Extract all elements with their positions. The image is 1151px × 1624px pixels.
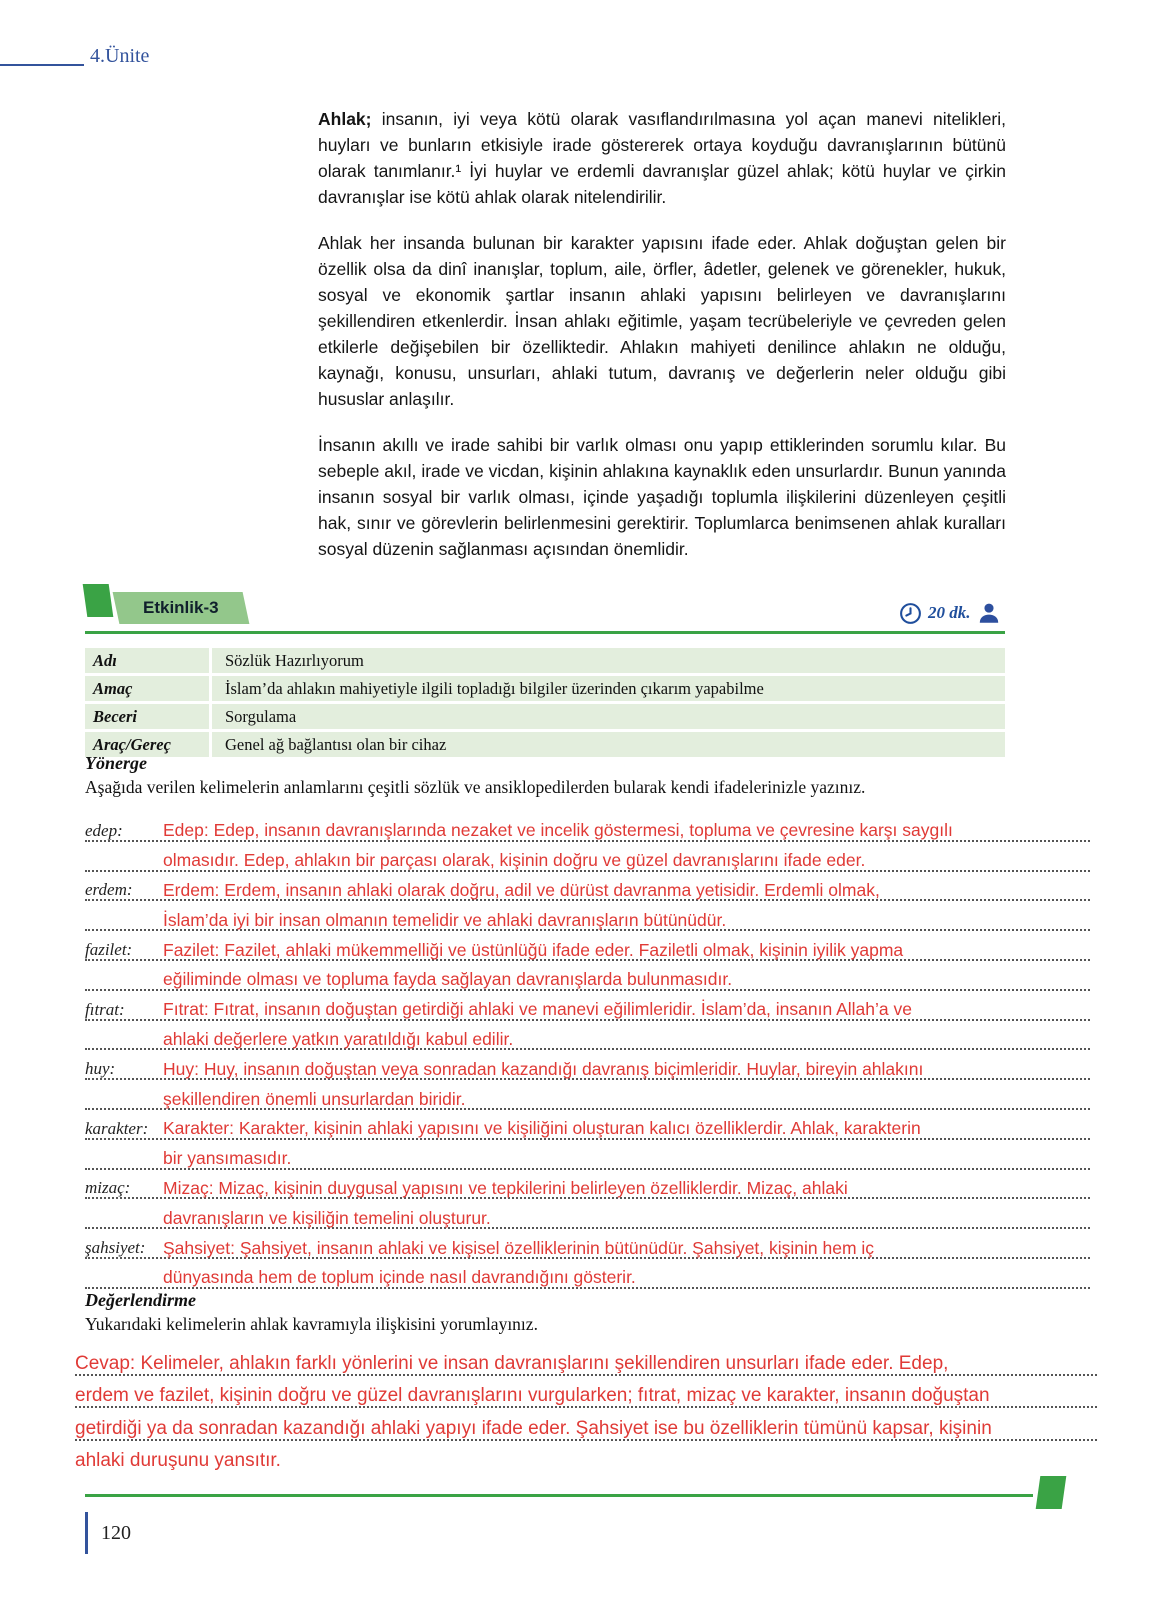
handwritten-answer: İslam’da iyi bir insan olmanın temelidir ve ahlaki davranışların bütünüdür.	[163, 909, 727, 930]
body-text	[318, 106, 1006, 582]
handwritten-answer: Erdem: Erdem, insanın ahlaki olarak doğru, adil ve dürüst davranma yetisidir. Erdemli olmak,	[163, 880, 880, 901]
handwritten-answer: dünyasında hem de toplum içinde nasıl davrandığını gösterir.	[163, 1267, 636, 1288]
table-row-value: İslam’da ahlakın mahiyetiyle ilgili topladığı bilgiler üzerinden çıkarım yapabilme	[209, 676, 1005, 701]
definition-erdem-line2	[85, 901, 1090, 931]
definition-mizac-line2	[85, 1199, 1090, 1229]
table-row-value: Sözlük Hazırlıyorum	[209, 648, 1005, 673]
definition-term: fazilet:	[85, 939, 133, 959]
handwritten-answer: ahlaki değerlere yatkın yaratıldığı kabul edilir.	[163, 1029, 514, 1049]
paragraph-3: İnsanın akıllı ve irade sahibi bir varlık olması onu yapıp ettiklerinden sorumlu kılar. Bu sebeple akıl, irade ve vicdan, kişinin ahlakına kaynaklık eden unsurlardır. Bunun yanında insanın sosyal bir varlık olması, içinde yaşadığı toplumla ilişkilerini düzenleyen çeşitli hak, sınır ve görevlerin belirlenmesini gerektirir. Toplumlarca benimsenen ahlak kuralları sosyal düzenin sağlanması açısından önemlidir.	[318, 435, 1006, 559]
yonerge-title: Yönerge	[85, 753, 147, 773]
footer-green-shape	[1036, 1476, 1067, 1509]
handwritten-answer: Fıtrat: Fıtrat, insanın doğuştan getirdiği ahlaki ve manevi eğilimleridir. İslam’da, insanın Allah’a ve	[163, 999, 912, 1020]
definition-term: şahsiyet:	[85, 1237, 146, 1257]
activity-banner-square	[83, 584, 114, 617]
definition-mizac-line1	[85, 1170, 1090, 1200]
handwritten-answer: şekillendiren önemli unsurlardan biridir.	[163, 1088, 466, 1109]
table-row-label: Araç/Gereç	[85, 732, 209, 757]
page-number: 120	[101, 1522, 131, 1544]
activity-banner-rule	[85, 631, 1005, 634]
activity-table	[85, 645, 1005, 760]
handwritten-answer-line: erdem ve fazilet, kişinin doğru ve güzel davranışlarını vurgularken; fıtrat, mizaç ve karakter, insanın doğuştan	[75, 1376, 1097, 1409]
handwritten-answer: Edep: Edep, insanın davranışlarında nezaket ve incelik göstermesi, topluma ve çevresine karşı saygılı	[163, 820, 953, 841]
handwritten-answer-line: getirdiği ya da sonradan kazandığı ahlaki yapıyı ifade eder. Şahsiyet ise bu özelliklerin tümünü kapsar, kişinin	[75, 1408, 1097, 1441]
definition-karakter-line2	[85, 1140, 1090, 1170]
table-row	[85, 704, 1005, 729]
unit-label: 4.Ünite	[90, 45, 150, 67]
evaluation-answer	[75, 1343, 1097, 1471]
person-icon	[976, 600, 1002, 626]
clock-icon	[898, 601, 923, 626]
paragraph-1-lead: Ahlak;	[318, 109, 372, 129]
paragraph-1-text: insanın, iyi veya kötü olarak vasıflandırılmasına yol açan manevi nitelikleri, huyları ve bunların etkisiyle irade göstererek ortaya koyduğu davranışlarının bütünü olarak tanımlanır.¹ İyi huylar ve erdemli davranışlar güzel ahlak; kötü huylar ve çirkin davranışlar ise kötü ahlak olarak nitelendirilir.	[318, 109, 1006, 207]
degerlendirme-text: Yukarıdaki kelimelerin ahlak kavramıyla ilişkisini yorumlayınız.	[85, 1314, 538, 1334]
definition-karakter-line1	[85, 1110, 1090, 1140]
definition-term: erdem:	[85, 880, 133, 900]
handwritten-answer: olmasıdır. Edep, ahlakın bir parçası olarak, kişinin doğru ve güzel davranışlarını ifade eder.	[163, 850, 866, 871]
definition-term: karakter:	[85, 1118, 149, 1138]
activity-banner	[113, 592, 250, 624]
table-row-value: Genel ağ bağlantısı olan bir cihaz	[209, 732, 1005, 757]
definition-fazilet-line2	[85, 961, 1090, 991]
handwritten-answer: Mizaç: Mizaç, kişinin duygusal yapısını ve tepkilerini belirleyen özelliklerdir. Mizaç, ahlaki	[163, 1177, 848, 1198]
activity-duration: 20 dk.	[928, 603, 971, 622]
table-row	[85, 648, 1005, 673]
definition-edep-line1	[85, 812, 1090, 842]
paragraph-2: Ahlak her insanda bulunan bir karakter yapısını ifade eder. Ahlak doğuştan gelen bir özellik olsa da dinî inanışlar, toplum, aile, örfler, âdetler, gelenek ve görenekler, hukuk, sosyal ve ekonomik şartlar insanın ahlaki yapısını belirleyen ve davranışlarını şekillendiren etkenlerdir. İnsan ahlakı eğitimle, yaşam tecrübeleriyle ve çevreden gelen etkilerle değişebilen bir özelliktedir. Ahlakın mahiyeti denilince ahlakın ne olduğu, kaynağı, konusu, unsurları, ahlaki tutum, davranış ve değerlerin neler olduğu gibi hususlar anlaşılır.	[318, 233, 1006, 409]
activity-timer	[898, 600, 1002, 626]
page-number-bar	[85, 1512, 88, 1554]
definition-huy-line1	[85, 1050, 1090, 1080]
definition-list	[85, 812, 1090, 1289]
handwritten-answer-line: Cevap: Kelimeler, ahlakın farklı yönlerini ve insan davranışlarını şekillendiren unsurları ifade eder. Edep,	[75, 1343, 1097, 1376]
definition-sahsiyet-line1	[85, 1229, 1090, 1259]
definition-huy-line2	[85, 1080, 1090, 1110]
degerlendirme-title: Değerlendirme	[85, 1290, 196, 1310]
table-row	[85, 676, 1005, 701]
handwritten-answer: Fazilet: Fazilet, ahlaki mükemmelliği ve üstünlüğü ifade eder. Faziletli olmak, kişinin iyilik yapma	[163, 939, 904, 960]
definition-term: mizaç:	[85, 1178, 131, 1198]
handwritten-answer: Karakter: Karakter, kişinin ahlaki yapısını ve kişiliğini oluşturan kalıcı özelliklerdir. Ahlak, karakterin	[163, 1118, 921, 1139]
definition-edep-line2	[85, 842, 1090, 872]
table-row	[85, 732, 1005, 757]
definition-sahsiyet-line2	[85, 1259, 1090, 1289]
handwritten-answer-line: ahlaki duruşunu yansıtır.	[75, 1450, 281, 1472]
definition-erdem-line1	[85, 872, 1090, 902]
definition-term: fıtrat:	[85, 999, 125, 1019]
table-row-label: Adı	[85, 648, 209, 673]
handwritten-answer: Şahsiyet: Şahsiyet, insanın ahlaki ve kişisel özelliklerinin bütünüdür. Şahsiyet, kişinin hem iç	[163, 1237, 875, 1258]
handwritten-answer: bir yansımasıdır.	[163, 1148, 292, 1169]
handwritten-answer: eğiliminde olması ve topluma fayda sağlayan davranışlarda bulunmasıdır.	[163, 969, 733, 990]
unit-header-rule	[0, 64, 84, 66]
handwritten-answer: Huy: Huy, insanın doğuştan veya sonradan kazandığı davranış biçimleridir. Huylar, bireyin ahlakını	[163, 1058, 924, 1079]
yonerge-text: Aşağıda verilen kelimelerin anlamlarını çeşitli sözlük ve ansiklopedilerden bularak kendi ifadelerinizle yazınız.	[85, 777, 866, 797]
footer-rule	[85, 1494, 1033, 1497]
definition-fitrat-line2	[85, 1021, 1090, 1051]
handwritten-answer: davranışların ve kişiliğin temelini oluşturur.	[163, 1207, 491, 1228]
definition-fazilet-line1	[85, 931, 1090, 961]
definition-term: edep:	[85, 820, 123, 840]
definition-fitrat-line1	[85, 991, 1090, 1021]
table-row-label: Amaç	[85, 676, 209, 701]
table-row-value: Sorgulama	[209, 704, 1005, 729]
activity-title: Etkinlik-3	[143, 598, 219, 617]
paragraph-1	[318, 106, 1006, 210]
definition-term: huy:	[85, 1059, 116, 1079]
table-row-label: Beceri	[85, 704, 209, 729]
